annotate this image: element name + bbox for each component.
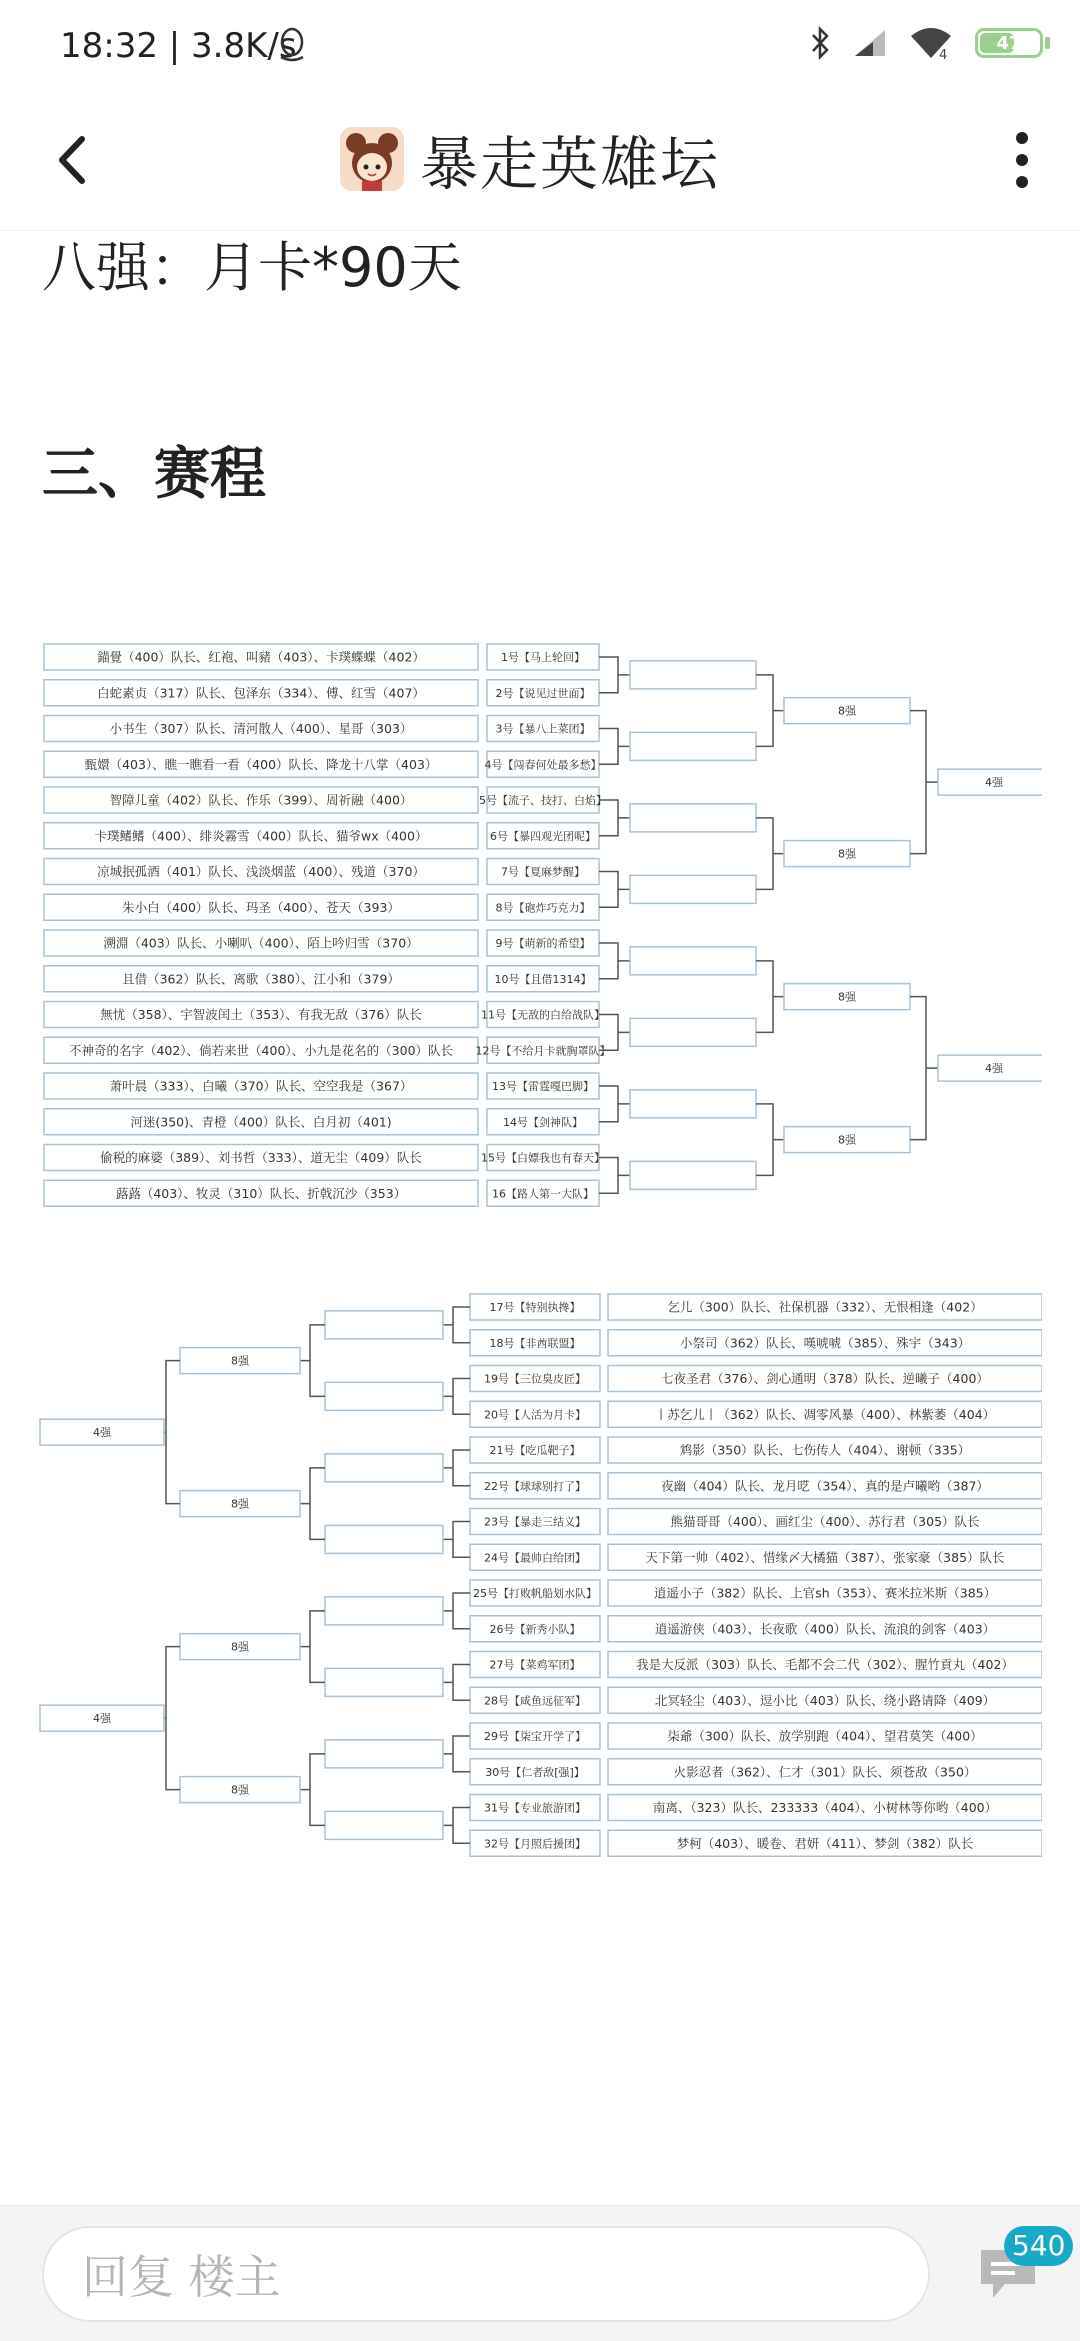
team-players: 熊猫哥哥（400）、画红尘（400）、苏行君（305）队长 xyxy=(670,1514,980,1529)
forum-avatar[interactable] xyxy=(340,127,404,191)
r16-box xyxy=(630,804,756,832)
bracket-line xyxy=(756,818,773,890)
bracket-line xyxy=(599,872,618,908)
bracket-line xyxy=(910,711,926,854)
team-players: 北冥轻尘（403）、逗小比（403）队长、绕小路请降（409） xyxy=(654,1692,996,1708)
r16-box xyxy=(325,1811,443,1839)
team-seed: 25号【打败帆船划水队】 xyxy=(473,1587,597,1600)
team-seed: 22号【球球别打了】 xyxy=(484,1479,586,1493)
team-seed: 8号【砲炸巧克力】 xyxy=(495,901,591,915)
r16-box xyxy=(630,661,756,689)
team-players: 乞儿（300）队长、社保机器（332）、无恨相逢（402） xyxy=(667,1299,983,1315)
team-players: 夜幽（404）队长、龙月呓（354）、真的是卢曦哟（387） xyxy=(661,1478,989,1494)
r16-box xyxy=(325,1740,443,1768)
team-seed: 32号【月照后援团】 xyxy=(484,1837,586,1851)
bracket-line xyxy=(453,1379,470,1415)
team-seed: 24号【最帅白给团】 xyxy=(484,1551,586,1565)
team-players: 且借（362）队长、离歌（380）、江小和（379） xyxy=(122,971,400,987)
more-menu-icon[interactable] xyxy=(994,125,1050,195)
team-seed: 29号【柒宝开学了】 xyxy=(484,1730,586,1743)
quarter-label: 8强 xyxy=(838,704,856,718)
quarter-label: 8强 xyxy=(838,1133,856,1147)
quarter-label: 8强 xyxy=(231,1497,249,1511)
bracket-line xyxy=(310,1325,325,1397)
qq-icon xyxy=(277,27,307,63)
forum-title: 暴走英雄坛 xyxy=(420,130,721,198)
quarter-label: 8强 xyxy=(838,847,856,861)
team-players: 卡璞鳍鳍（400）、绯炎霧雪（400）队长、猫爷wx（400） xyxy=(94,828,428,844)
bracket-line xyxy=(599,729,618,765)
team-players: 蕗蕗（403）、牧灵（310）队长、折戟沉沙（353） xyxy=(115,1185,407,1201)
r16-box xyxy=(630,947,756,975)
team-players: 鸩影（350）队长、七伤传人（404）、谢顿（335） xyxy=(679,1442,971,1458)
team-players: 錨覺（400）队长、红袍、叫豬（403）、卡璞蝶蝶（402） xyxy=(97,649,425,665)
team-players: 天下第一帅（402）、惜缘〆大橘猫（387）、张家豪（385）队长 xyxy=(645,1549,1005,1565)
reply-placeholder: 回复 楼主 xyxy=(82,2250,281,2304)
team-players: 火影忍者（362）、仁才（301）队长、须苍敌（350） xyxy=(673,1764,977,1780)
bracket-line xyxy=(166,1361,180,1504)
team-players: 南离、（323）队长、233333（404）、小树林等你哟（400） xyxy=(652,1800,998,1815)
battery-level: 47 xyxy=(996,32,1022,54)
team-seed: 28号【咸鱼远征军】 xyxy=(484,1694,586,1708)
bracket-line xyxy=(756,1104,773,1176)
bracket-line xyxy=(453,1593,470,1629)
team-seed: 19号【三位臭皮匠】 xyxy=(484,1372,586,1386)
r16-box xyxy=(325,1668,443,1696)
prize-line: 八强：月卡*90天 xyxy=(42,236,462,299)
semi-label: 4强 xyxy=(93,1712,111,1726)
nav-bar xyxy=(0,95,1080,231)
r16-box xyxy=(325,1525,443,1553)
quarter-label: 8强 xyxy=(231,1783,249,1797)
bluetooth-icon xyxy=(809,26,831,60)
team-seed: 6号【暴四观光团呢】 xyxy=(490,829,596,843)
bracket-line xyxy=(453,1307,470,1343)
team-seed: 1号【马上轮回】 xyxy=(501,651,585,664)
schedule-bracket-image[interactable] xyxy=(38,635,1042,1870)
team-players: 小祭司（362）队长、嘆唬唬（385）、殊宇（343） xyxy=(679,1335,971,1351)
r16-box xyxy=(630,875,756,903)
team-players: 逍遥游侠（403）、长夜歌（400）队长、流浪的剑客（403） xyxy=(654,1621,996,1637)
semi-label: 4强 xyxy=(985,776,1003,790)
team-players: 凉城抿孤酒（401）队长、浅淡烟蓝（400）、残道（370） xyxy=(97,864,425,879)
team-seed: 31号【专业旅游团】 xyxy=(484,1801,586,1815)
quarter-label: 8强 xyxy=(838,990,856,1004)
r16-box xyxy=(630,1161,756,1189)
bracket-line xyxy=(453,1522,470,1558)
r16-box xyxy=(325,1597,443,1625)
team-seed: 10号【且借1314】 xyxy=(494,972,592,986)
team-players: 我是大反派（303）队长、毛都不会二代（302）、腥竹貢丸（402） xyxy=(636,1657,1014,1672)
bracket-line xyxy=(756,675,773,747)
bracket-line xyxy=(310,1754,325,1826)
team-seed: 9号【萌新的希望】 xyxy=(495,937,591,950)
team-seed: 3号【暴八上菜团】 xyxy=(495,722,591,736)
bracket-line xyxy=(910,997,926,1140)
wifi-icon xyxy=(909,26,953,60)
r16-box xyxy=(630,1018,756,1046)
team-seed: 2号【说见过世面】 xyxy=(495,686,591,700)
bracket-line xyxy=(453,1450,470,1486)
team-players: 七夜圣君（376）、剑心通明（378）队长、逆曦子（400） xyxy=(661,1371,989,1386)
quarter-label: 8强 xyxy=(231,1354,249,1368)
bracket-line xyxy=(756,961,773,1033)
team-seed: 4号【闯春何处最多愁】 xyxy=(484,758,602,772)
team-seed: 14号【剑神队】 xyxy=(503,1115,583,1129)
team-players: 柒爺（300）队长、放学别跑（404）、望君莫笑（400） xyxy=(667,1728,983,1744)
r16-box xyxy=(630,732,756,760)
team-players: 河迷(350)、青橙（400）队长、白月初（401) xyxy=(130,1114,392,1130)
semi-label: 4强 xyxy=(93,1426,111,1440)
r16-box xyxy=(630,1090,756,1118)
team-players: 梦柯（403）、暖卷、君妍（411）、梦剑（382）队长 xyxy=(676,1835,974,1851)
team-seed: 17号【特别执搀】 xyxy=(489,1301,581,1314)
bottom-bar xyxy=(0,2205,1080,2341)
team-players: 不神奇的名字（402）、倘若来世（400）、小九是花名的（300）队长 xyxy=(68,1042,454,1058)
bracket-line xyxy=(453,1808,470,1844)
bracket-line xyxy=(166,1647,180,1790)
team-seed: 30号【仁者敌[强]】 xyxy=(485,1765,585,1779)
svg-text:4: 4 xyxy=(939,48,948,60)
semi-label: 4强 xyxy=(985,1062,1003,1076)
reply-input[interactable] xyxy=(42,2226,930,2322)
r16-box xyxy=(325,1454,443,1482)
bracket-line xyxy=(310,1468,325,1540)
r16-box xyxy=(325,1382,443,1410)
team-seed: 16【路人第一大队】 xyxy=(492,1187,594,1201)
team-seed: 12号【不给月卡就胸罩队】 xyxy=(475,1044,611,1058)
section-title: 三、赛程 xyxy=(42,442,266,507)
team-seed: 11号【无敌的白给战队】 xyxy=(481,1008,605,1022)
back-button[interactable] xyxy=(40,125,110,195)
team-seed: 20号【人活为月卡】 xyxy=(484,1408,586,1422)
team-players: 小书生（307）队长、清河散人（400）、星哥（303） xyxy=(109,721,413,736)
bracket-line xyxy=(599,943,618,979)
team-seed: 7号【夏麻梦醒】 xyxy=(501,865,585,879)
battery-icon xyxy=(975,28,1043,58)
quarter-label: 8强 xyxy=(231,1640,249,1654)
team-players: 無忧（358）、宇智波闰土（353）、有我无敌（376）队长 xyxy=(100,1007,422,1022)
team-players: 朱小白（400）队长、玛圣（400）、苍天（393） xyxy=(122,899,400,915)
bracket-line xyxy=(453,1736,470,1772)
team-seed: 18号【非酋联盟】 xyxy=(489,1336,581,1350)
team-seed: 21号【吃瓜靶子】 xyxy=(489,1444,581,1457)
status-time: 18:32 | 3.8K/s xyxy=(60,26,297,66)
signal-icon xyxy=(853,28,887,58)
team-players: 逍遥小子（382）队长、上官sh（353）、赛米拉米斯（385） xyxy=(653,1585,997,1601)
team-players: 白蛇素贞（317）队长、包泽东（334）、傅、红雪（407） xyxy=(97,685,425,701)
bracket-line xyxy=(453,1665,470,1701)
r16-box xyxy=(325,1311,443,1339)
team-players: 甄嬛（403）、瞧一瞧看一看（400）队长、降龙十八掌（403） xyxy=(84,756,438,772)
team-seed: 27号【菜鸡军团】 xyxy=(489,1658,581,1672)
bracket-line xyxy=(599,657,618,693)
team-players: 溯淵（403）队长、小喇叭（400）、陌上吟归雪（370） xyxy=(103,935,419,951)
team-players: 丨苏乞儿丨（362）队长、凋零风暴（400）、林紫萎（404） xyxy=(654,1406,996,1422)
team-players: 智障儿童（402）队长、作乐（399）、周祈融（400） xyxy=(109,792,413,808)
bracket-line xyxy=(310,1611,325,1683)
comment-count-badge: 540 xyxy=(1004,2226,1073,2266)
bracket-line xyxy=(599,1086,618,1122)
team-players: 萧叶晨（333）、白曦（370）队长、空空我是（367） xyxy=(109,1078,413,1094)
team-seed: 26号【新秀小队】 xyxy=(489,1622,581,1636)
team-seed: 15号【白嫖我也有春天】 xyxy=(481,1151,605,1165)
team-players: 偷税的麻婆（389）、刘书哲（333）、道无尘（409）队长 xyxy=(100,1150,422,1165)
status-bar xyxy=(0,0,1080,95)
team-seed: 5号【流子、技打、白焰】 xyxy=(479,794,607,807)
team-seed: 23号【暴走三结义】 xyxy=(484,1515,586,1529)
team-seed: 13号【雷霆嘎巴脚】 xyxy=(492,1080,594,1093)
